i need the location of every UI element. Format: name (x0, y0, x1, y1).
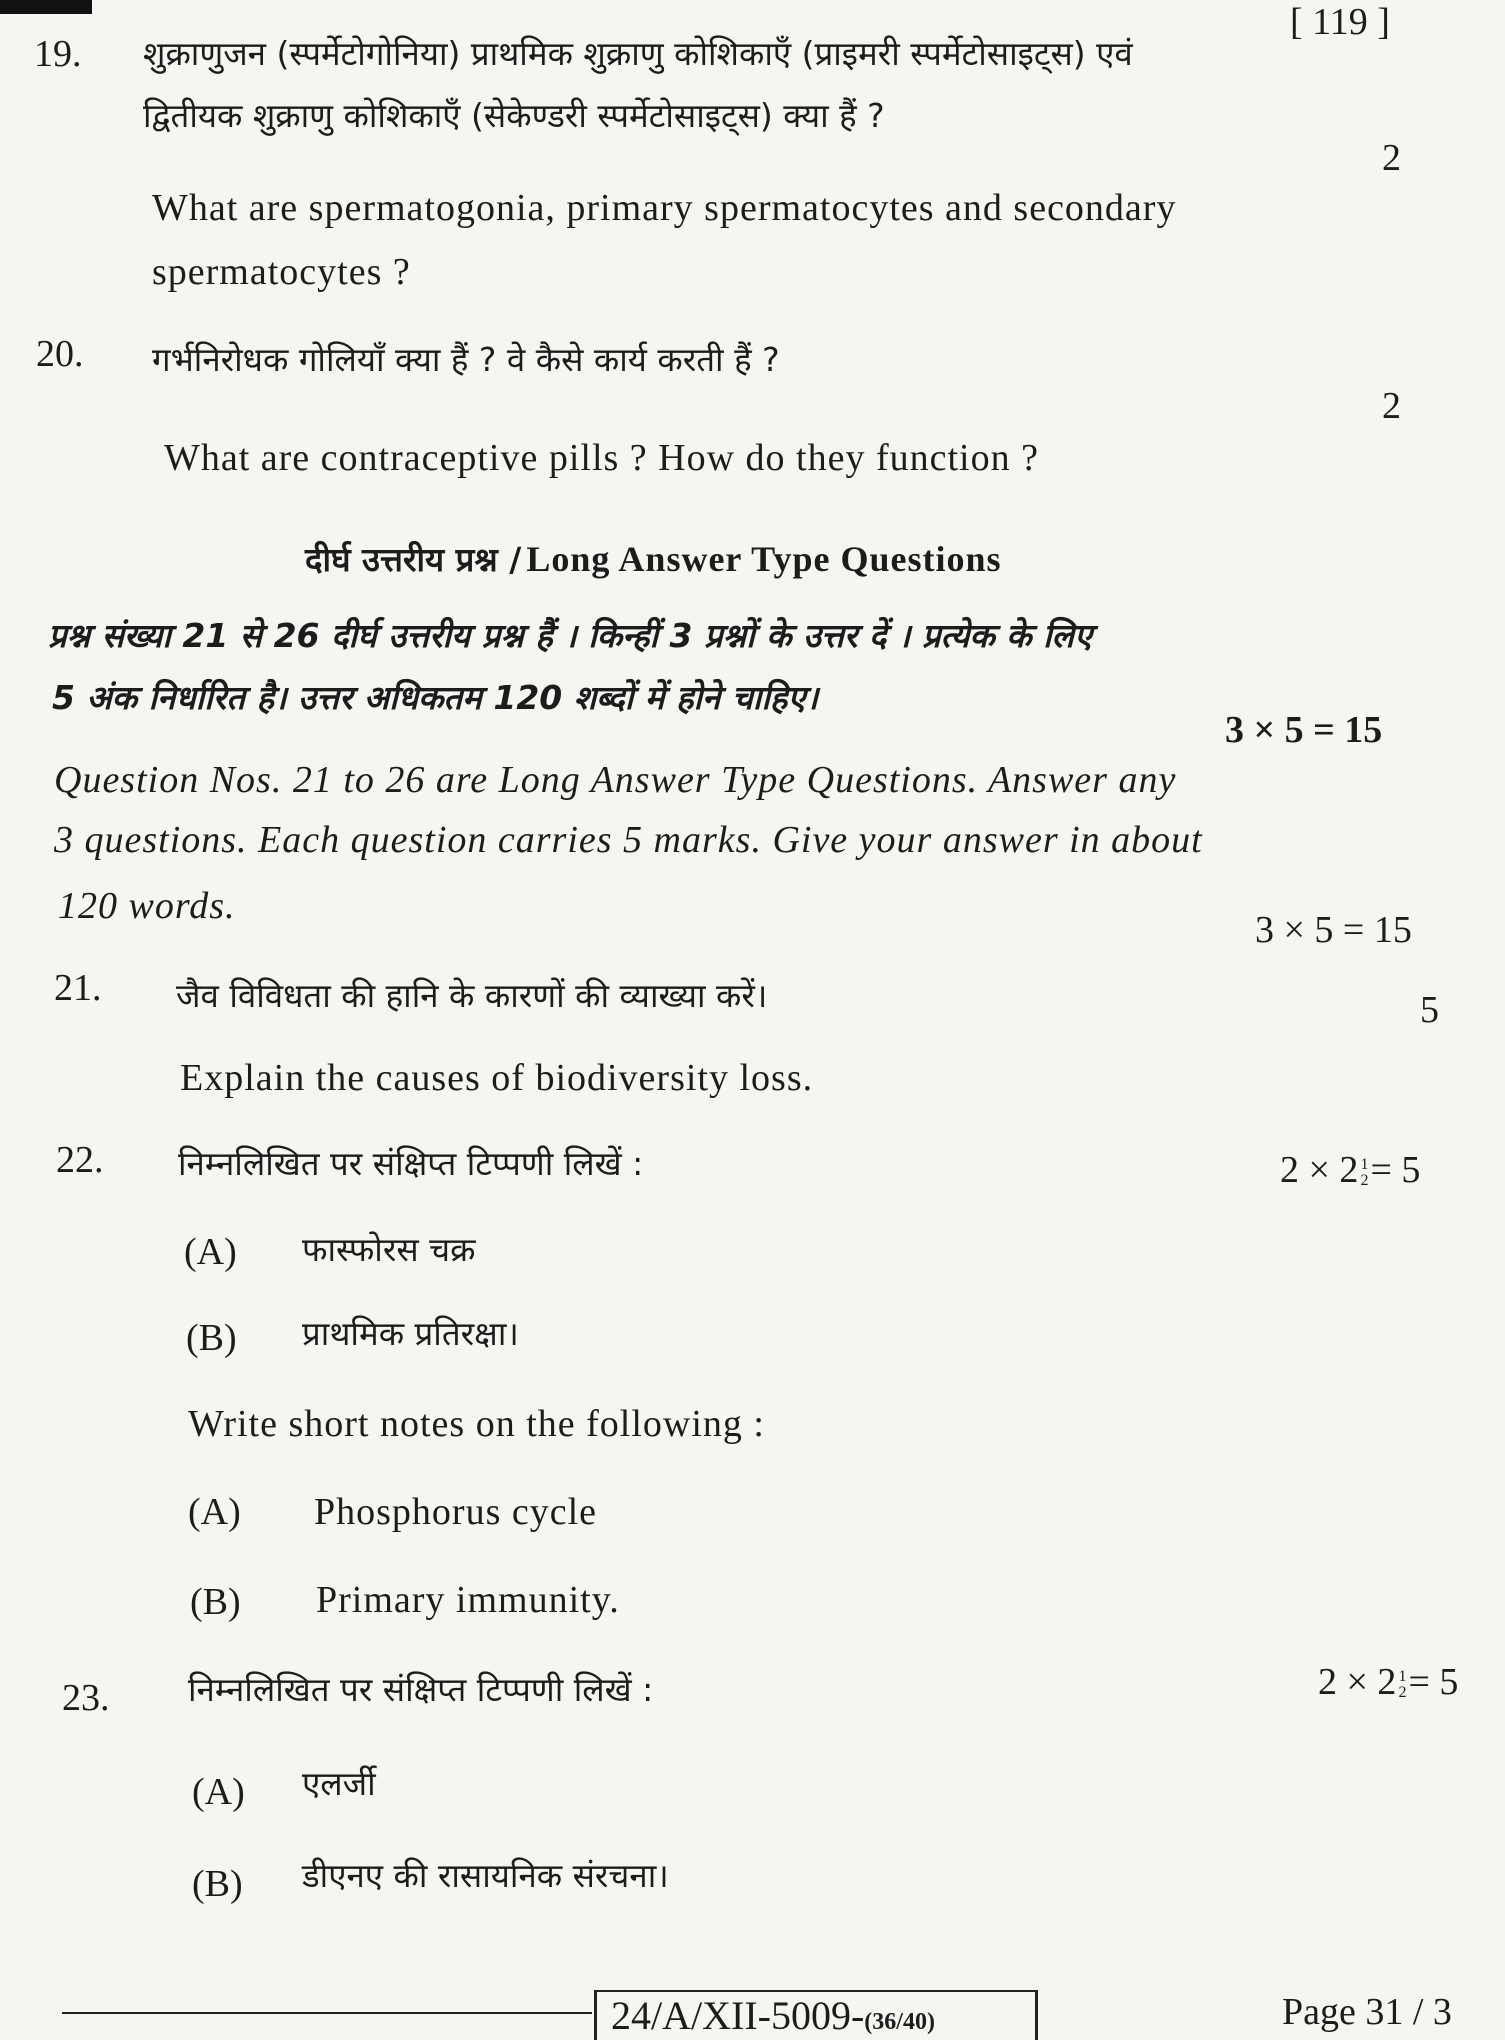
footer-code-box (594, 1990, 1038, 2040)
q19-english-line2: spermatocytes ? (152, 251, 411, 293)
q23-hindi-a: एलर्जी (302, 1764, 376, 1803)
q19-hindi-line2: द्वितीयक शुक्राणु कोशिकाएँ (सेकेण्डरी स्पर्मेटोसाइट्स) क्या हैं ? (143, 96, 885, 135)
q22-english-b: Primary immunity. (316, 1579, 620, 1621)
section-heading-hindi: दीर्घ उत्तरीय प्रश्न / (305, 540, 522, 579)
q23-marks (1318, 1660, 1458, 1704)
q22-marks-prefix: 2 × 2 (1280, 1149, 1359, 1191)
instructions-english-line1: Question Nos. 21 to 26 are Long Answer Type Questions. Answer any (54, 759, 1177, 801)
q22-number: 22. (56, 1139, 104, 1181)
q21-english: Explain the causes of biodiversity loss. (180, 1057, 814, 1099)
section-heading (305, 536, 1001, 581)
q23-hindi-a-label: (A) (192, 1771, 245, 1813)
footer-code-suffix: (36/40) (864, 2009, 935, 2035)
q19-hindi-line1: शुक्राणुजन (स्पर्मेटोगोनिया) प्राथमिक शुक्राणु कोशिकाएँ (प्राइमरी स्पर्मेटोसाइट्स) एवं (143, 34, 1133, 73)
q19-english-line1: What are spermatogonia, primary spermatocytes and secondary (152, 187, 1177, 229)
q20-hindi: गर्भनिरोधक गोलियाँ क्या हैं ? वे कैसे कार्य करती हैं ? (152, 340, 780, 379)
instructions-english-line3: 120 words. (58, 885, 236, 927)
instructions-hindi-line1: प्रश्न संख्या 21 से 26 दीर्घ उत्तरीय प्रश्न हैं । किन्हीं 3 प्रश्नों के उत्तर दें । प्रत्येक के लिए (48, 616, 1093, 655)
q23-hindi-b-label: (B) (192, 1863, 243, 1905)
q23-marks-fraction (1398, 1669, 1406, 1701)
q22-marks (1280, 1148, 1420, 1192)
q22-hindi-b-label: (B) (186, 1317, 237, 1359)
q20-marks: 2 (1382, 385, 1401, 427)
q23-marks-suffix: = 5 (1408, 1661, 1459, 1703)
q22-frac-den: 2 (1360, 1172, 1369, 1190)
q23-hindi: निम्नलिखित पर संक्षिप्त टिप्पणी लिखें : (188, 1670, 654, 1709)
corner-tab-mark (0, 0, 92, 14)
q22-hindi: निम्नलिखित पर संक्षिप्त टिप्पणी लिखें : (178, 1144, 644, 1183)
q22-marks-suffix: = 5 (1370, 1149, 1421, 1191)
q22-english-a-label: (A) (188, 1491, 241, 1533)
q23-number: 23. (62, 1677, 110, 1719)
q23-frac-num: 1 (1398, 1668, 1407, 1686)
instructions-english-marks: 3 × 5 = 15 (1255, 909, 1412, 951)
q20-english: What are contraceptive pills ? How do they function ? (164, 437, 1039, 479)
q21-number: 21. (54, 967, 102, 1009)
q22-frac-num: 1 (1360, 1156, 1369, 1174)
q22-english: Write short notes on the following : (188, 1403, 765, 1445)
section-heading-english: Long Answer Type Questions (526, 539, 1002, 579)
q21-marks: 5 (1420, 989, 1439, 1031)
q22-english-b-label: (B) (190, 1581, 241, 1623)
q22-english-a: Phosphorus cycle (314, 1491, 598, 1533)
q22-hindi-a: फास्फोरस चक्र (302, 1230, 476, 1269)
footer-rule (62, 2012, 592, 2014)
q19-number: 19. (34, 33, 82, 75)
q22-marks-fraction (1360, 1157, 1368, 1189)
q21-hindi: जैव विविधता की हानि के कारणों की व्याख्या करें। (176, 976, 768, 1015)
q23-marks-prefix: 2 × 2 (1318, 1661, 1397, 1703)
instructions-hindi-marks: 3 × 5 = 15 (1225, 709, 1383, 751)
q23-frac-den: 2 (1398, 1684, 1407, 1702)
page-number-top: [ 119 ] (1290, 1, 1390, 43)
instructions-english-line2: 3 questions. Each question carries 5 marks. Give your answer in about (54, 819, 1203, 861)
q22-hindi-b: प्राथमिक प्रतिरक्षा। (302, 1314, 519, 1353)
footer-page: Page 31 / 3 (1282, 1991, 1452, 2033)
q19-marks: 2 (1382, 137, 1401, 179)
q23-hindi-b: डीएनए की रासायनिक संरचना। (302, 1856, 669, 1895)
q22-hindi-a-label: (A) (184, 1231, 237, 1273)
q20-number: 20. (36, 333, 84, 375)
footer-code: 24/A/XII-5009- (611, 1993, 865, 2038)
instructions-hindi-line2: 5 अंक निर्धारित है। उत्तर अधिकतम 120 शब्दों में होने चाहिए। (52, 678, 819, 717)
